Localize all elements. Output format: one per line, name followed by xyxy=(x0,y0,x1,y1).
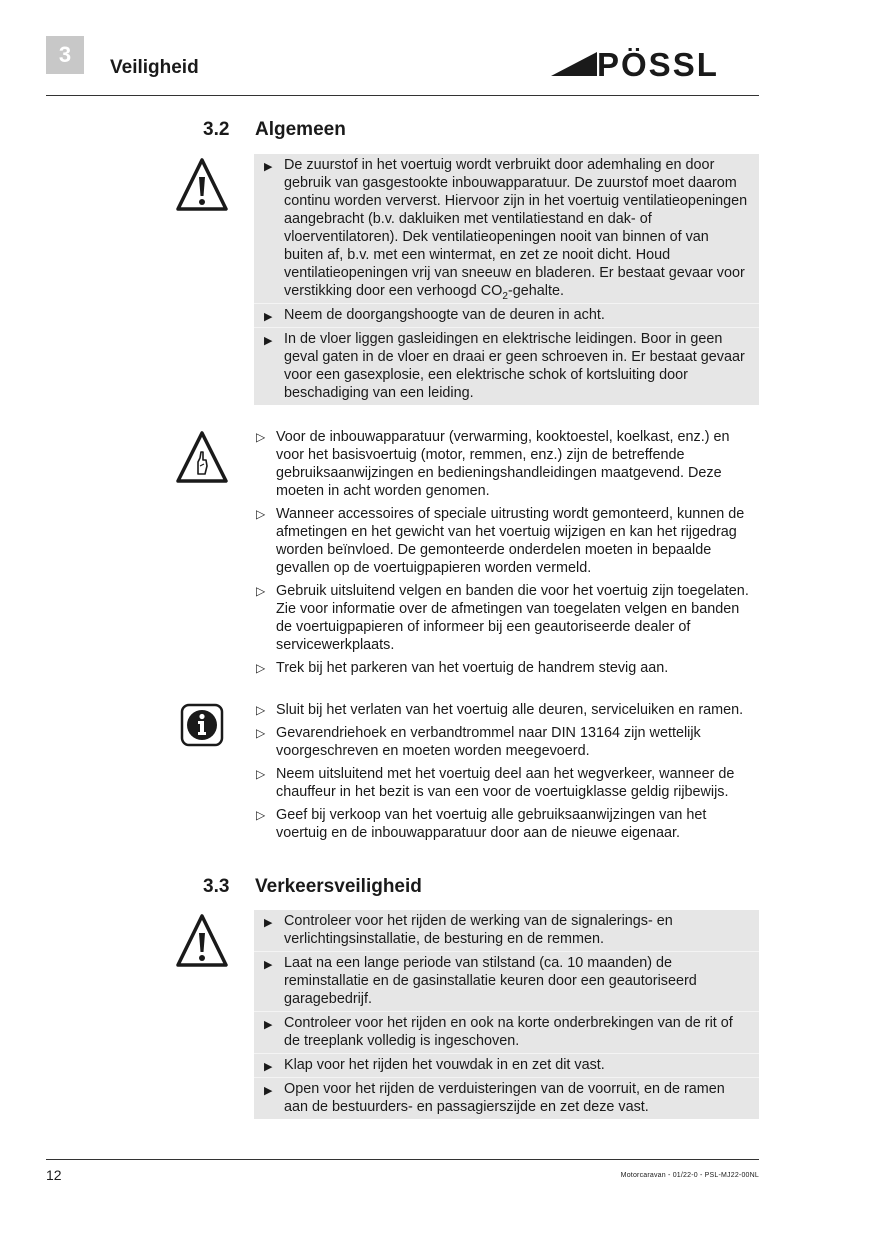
filled-arrow-icon: ▶ xyxy=(264,335,273,347)
chapter-title: Veiligheid xyxy=(110,57,199,78)
info-text: Geef bij verkoop van het voertuig alle gebruiksaanwijzingen van het voertuig en de inbouwapparatuur door aan de nieuwe eigenaar. xyxy=(276,807,707,841)
instruction-item xyxy=(254,428,759,500)
instruction-text: Trek bij het parkeren van het voertuig de handrem stevig aan. xyxy=(276,660,669,676)
hand-warning-triangle-icon xyxy=(176,430,228,484)
warning-text: In de vloer liggen gasleidingen en elektrische leidingen. Boor in geen geval gaten in de vloer en draai er geen schroeven in. Er bestaat gevaar voor een gasexplosie, een elektrische schok of kortsluiting door beschadiging van een leiding. xyxy=(284,331,745,401)
info-item xyxy=(254,765,759,801)
warning-text-end: -gehalte. xyxy=(507,283,564,299)
filled-arrow-icon: ▶ xyxy=(264,161,273,173)
filled-arrow-icon: ▶ xyxy=(264,917,273,929)
brand-logo xyxy=(551,48,761,80)
info-item xyxy=(254,806,759,842)
filled-arrow-icon: ▶ xyxy=(264,959,273,971)
instruction-item xyxy=(254,505,759,577)
filled-arrow-icon: ▶ xyxy=(264,1061,273,1073)
warning-text: Controleer voor het rijden de werking van de signalerings- en verlichtingsinstallatie, de besturing en de remmen. xyxy=(284,913,673,947)
info-text: Neem uitsluitend met het voertuig deel aan het wegverkeer, wanneer de chauffeur in het bezit is van een voor de voertuigklasse geldig rijbewijs. xyxy=(276,766,735,800)
warning-text: Neem de doorgangshoogte van de deuren in acht. xyxy=(284,307,605,323)
filled-arrow-icon: ▶ xyxy=(264,311,273,323)
warning-text: Open voor het rijden de verduisteringen van de voorruit, en de ramen aan de bestuurders- en passagierszijde en zet deze vast. xyxy=(284,1081,725,1115)
footer-rule xyxy=(46,1159,759,1160)
info-text: Gevarendriehoek en verbandtrommel naar DIN 13164 zijn wettelijk voorgeschreven en moeten worden meegevoerd. xyxy=(276,725,701,759)
warning-item xyxy=(254,951,759,1010)
warning-item xyxy=(254,327,759,404)
info-text: Sluit bij het verlaten van het voertuig alle deuren, serviceluiken en ramen. xyxy=(276,702,744,718)
instruction-item xyxy=(254,582,759,654)
warning-item xyxy=(254,1053,759,1076)
warning-triangle-icon xyxy=(176,157,228,212)
section-number: 3.3 xyxy=(203,876,230,897)
warning-block-general xyxy=(254,154,759,405)
warning-text: Klap voor het rijden het vouwdak in en zet dit vast. xyxy=(284,1057,605,1073)
instruction-item xyxy=(254,659,759,677)
instruction-text: Voor de inbouwapparatuur (verwarming, kooktoestel, koelkast, enz.) en voor het basisvoertuig (motor, remmen, enz.) zijn de betreffende gebruiksaanwijzingen en bedieningshandleidingen maatgevend. Deze moeten in acht worden genomen. xyxy=(276,429,730,499)
section-number: 3.2 xyxy=(203,119,230,140)
warning-item xyxy=(254,303,759,326)
warning-item xyxy=(254,1077,759,1118)
hollow-arrow-icon: ▷ xyxy=(256,703,266,717)
warning-item xyxy=(254,154,759,302)
subscript: 2 xyxy=(502,290,508,302)
hollow-arrow-icon: ▷ xyxy=(256,808,266,822)
instruction-text: Gebruik uitsluitend velgen en banden die voor het voertuig zijn toegelaten. Zie voor informatie over de afmetingen van toegelaten velgen en banden de voertuigpapieren of informeer bij een geautoriseerde dealer of servicewerkplaats. xyxy=(276,583,749,653)
instruction-block xyxy=(254,428,759,682)
info-item xyxy=(254,701,759,719)
hollow-arrow-icon: ▷ xyxy=(256,584,266,598)
warning-text: Controleer voor het rijden en ook na korte onderbrekingen van de rit of de treeplank volledig is ingeschoven. xyxy=(284,1015,733,1049)
document-reference: Motorcaravan - 01/22-0 - PSL-MJ22-00NL xyxy=(620,1172,759,1179)
info-icon xyxy=(180,703,224,747)
warning-item xyxy=(254,910,759,950)
section-title: Verkeersveiligheid xyxy=(255,876,422,897)
hollow-arrow-icon: ▷ xyxy=(256,430,266,444)
warning-block-traffic xyxy=(254,910,759,1119)
section-title: Algemeen xyxy=(255,119,346,140)
hollow-arrow-icon: ▷ xyxy=(256,661,266,675)
warning-text: Laat na een lange periode van stilstand (ca. 10 maanden) de reminstallatie en de gasinstallatie keuren door een geautoriseerd garagebedrijf. xyxy=(284,955,697,1007)
hollow-arrow-icon: ▷ xyxy=(256,726,266,740)
instruction-text: Wanneer accessoires of speciale uitrusting wordt gemonteerd, kunnen de afmetingen en het gewicht van het voertuig wijzigen en kan het rijgedrag worden beïnvloed. De gemonteerde onderdelen moeten in bepaalde gevallen op de voertuigpapieren worden vermeld. xyxy=(276,506,745,576)
hollow-arrow-icon: ▷ xyxy=(256,767,266,781)
info-block xyxy=(254,701,759,847)
warning-triangle-icon xyxy=(176,913,228,968)
filled-arrow-icon: ▶ xyxy=(264,1019,273,1031)
hollow-arrow-icon: ▷ xyxy=(256,507,266,521)
info-item xyxy=(254,724,759,760)
warning-text: De zuurstof in het voertuig wordt verbruikt door ademhaling en door gebruik van gasgestookte inbouwapparatuur. De zuurstof moet daarom continu worden ververst. Hiervoor zijn in het voertuig ventilatieopeningen aangebracht (b.v. dakluiken met ventilatiestand en dak- of vloerventilatoren). Dek ventilatieopeningen nooit van binnen of van buiten af, b.v. met een wintermat, en zet ze nooit dicht. Houd ventilatieopeningen vrij van sneeuw en bladeren. Er bestaat gevaar voor verstikking door een verhoogd CO xyxy=(284,157,748,299)
chapter-number-badge: 3 xyxy=(46,36,84,74)
warning-item xyxy=(254,1011,759,1052)
brand-name: PÖSSL xyxy=(597,48,719,80)
filled-arrow-icon: ▶ xyxy=(264,1085,273,1097)
header-rule xyxy=(46,95,759,96)
page-number: 12 xyxy=(46,1167,62,1183)
